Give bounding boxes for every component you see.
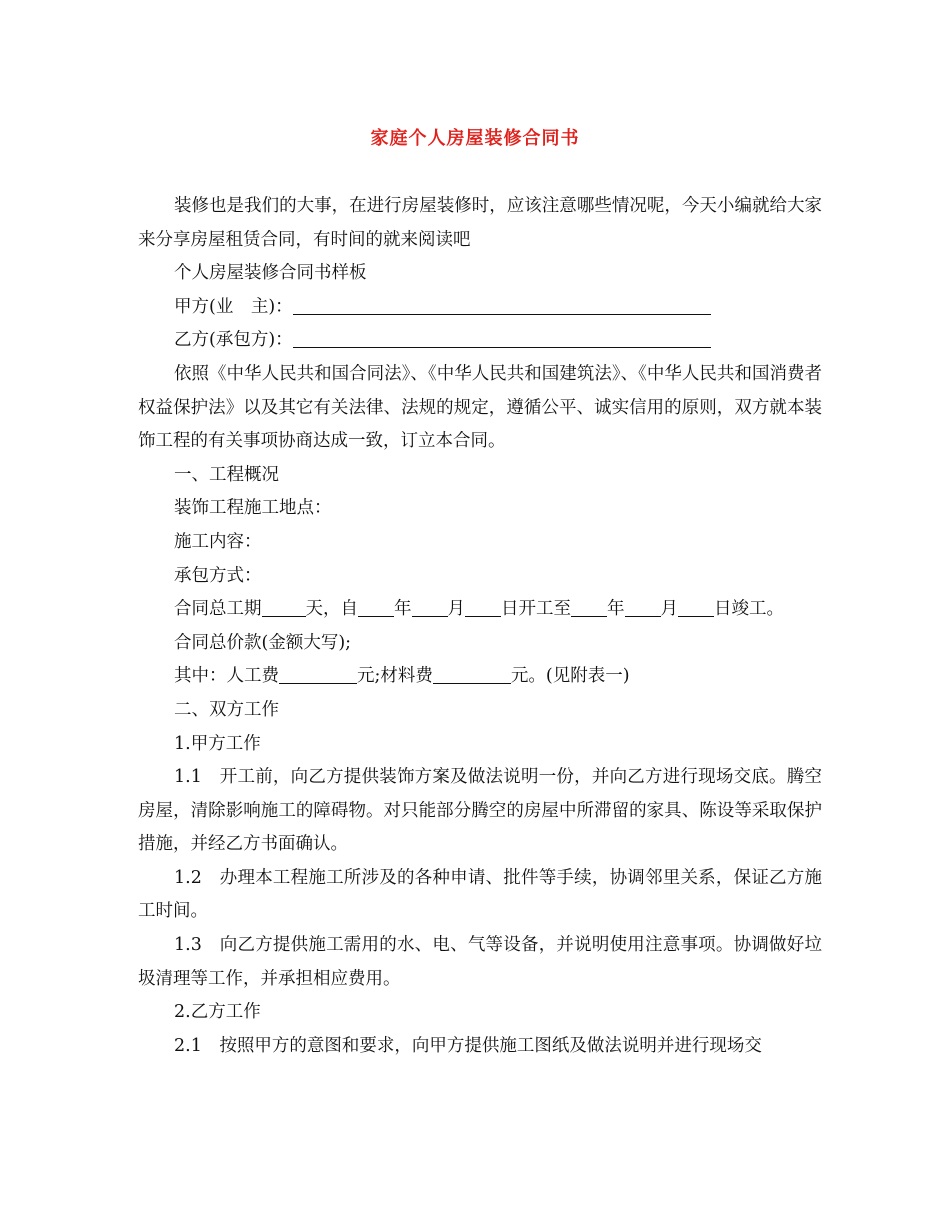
period-line — [138, 593, 822, 627]
party-a-blank — [293, 294, 711, 315]
days-blank — [262, 596, 306, 617]
document-title: 家庭个人房屋装修合同书 — [370, 128, 580, 149]
end-day-blank — [678, 596, 714, 617]
material-fee-blank — [433, 663, 511, 684]
start-month-blank — [412, 596, 448, 617]
fees-text: 其中：人工费 — [174, 666, 279, 687]
party-a-label: 甲方(业 主)： — [174, 296, 293, 317]
site-line: 装饰工程施工地点： — [174, 498, 332, 519]
document-body — [138, 190, 822, 1063]
party-b-blank — [293, 327, 711, 348]
end-year-blank — [571, 596, 607, 617]
legal-basis-paragraph: 依照《中华人民共和国合同法》、《中华人民共和国建筑法》、《中华人民共和国消费者权益保护法》以及其它有关法律、法规的规定，遵循公平、诚实信用的原则，双方就本装饰工程的有关事项协商达成一致，订立本合同。 — [138, 363, 822, 452]
clause-paragraph: 1.1 开工前，向乙方提供装饰方案及做法说明一份，并向乙方进行现场交底。腾空房屋，清除影响施工的障碍物。对只能部分腾空的房屋中所滞留的家具、陈设等采取保护措施，并经乙方书面确认。 — [138, 767, 822, 855]
period-text: 合同总工期 — [174, 599, 262, 620]
start-year-blank — [358, 596, 394, 617]
method-line: 承包方式： — [174, 565, 262, 586]
party-b-duties-heading: 2.乙方工作 — [174, 1002, 261, 1023]
period-text: 日开工至 — [501, 599, 571, 620]
party-b-line — [138, 324, 822, 358]
section-1-heading: 一、工程概况 — [174, 464, 279, 485]
end-month-blank — [625, 596, 661, 617]
period-text: 天，自 — [305, 599, 358, 620]
period-text: 日竣工。 — [714, 599, 784, 620]
labor-fee-blank — [279, 663, 357, 684]
section-2-heading: 二、双方工作 — [174, 699, 279, 720]
fees-line — [138, 660, 822, 694]
intro-paragraph: 装修也是我们的大事，在进行房屋装修时，应该注意哪些情况呢，今天小编就给大家来分享房屋租赁合同，有时间的就来阅读吧 — [138, 196, 822, 250]
period-text: 月 — [447, 599, 465, 620]
clause-paragraph: 2.1 按照甲方的意图和要求，向甲方提供施工图纸及做法说明并进行现场交 — [174, 1035, 762, 1056]
party-b-label: 乙方(承包方)： — [174, 330, 293, 351]
party-a-line — [138, 291, 822, 325]
period-text: 月 — [660, 599, 678, 620]
clause-paragraph: 1.3 向乙方提供施工需用的水、电、气等设备，并说明使用注意事项。协调做好垃圾清理等工作，并承担相应费用。 — [138, 935, 822, 989]
period-text: 年 — [607, 599, 625, 620]
clause-paragraph: 1.2 办理本工程施工所涉及的各种申请、批件等手续，协调邻里关系，保证乙方施工时间。 — [138, 867, 822, 922]
start-day-blank — [465, 596, 501, 617]
party-a-duties-heading: 1.甲方工作 — [174, 733, 261, 754]
total-price-line: 合同总价款(金额大写); — [174, 632, 352, 653]
fees-text: 元;材料费 — [357, 666, 433, 687]
period-text: 年 — [394, 599, 412, 620]
content-line: 施工内容： — [174, 531, 262, 552]
template-heading: 个人房屋装修合同书样板 — [174, 263, 367, 284]
fees-text: 元。(见附表一) — [510, 666, 630, 687]
